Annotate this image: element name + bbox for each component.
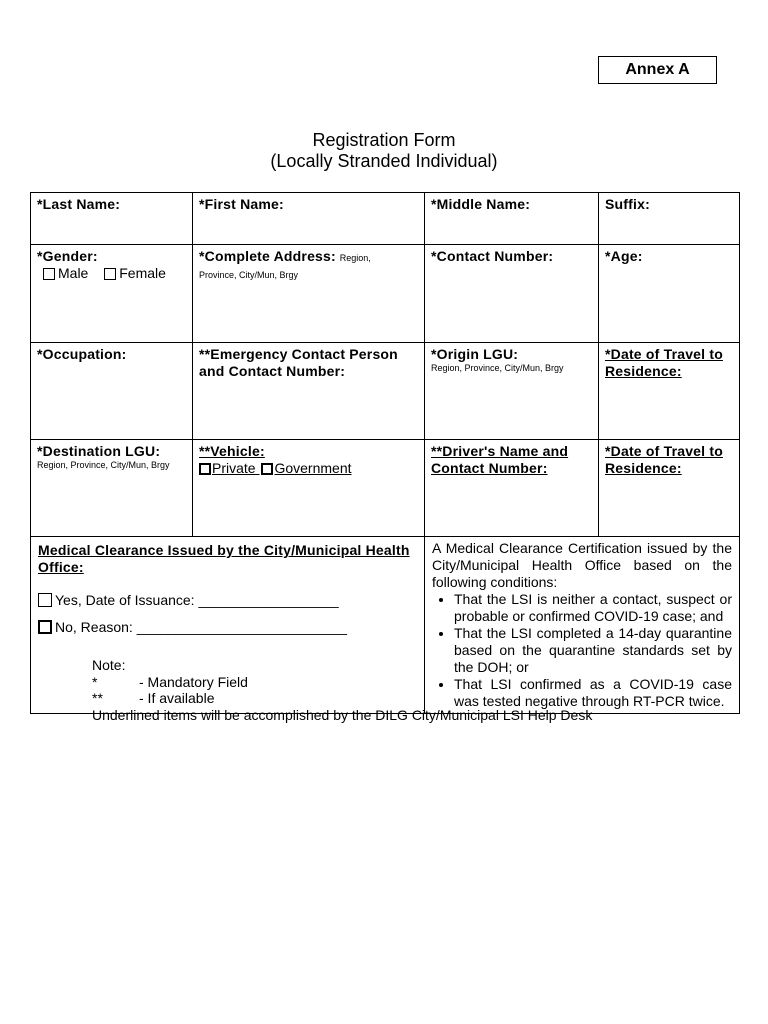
private-label: Private (212, 460, 256, 476)
no-checkbox[interactable] (38, 620, 52, 634)
origin-lgu-label: *Origin LGU: (431, 346, 519, 362)
government-label: Government (274, 460, 352, 476)
travel-date-field-1[interactable] (599, 343, 740, 440)
annex-label: Annex A (598, 56, 717, 84)
form-row-origin (31, 343, 740, 440)
registration-form-table (30, 192, 740, 714)
middle-name-label: *Middle Name: (431, 196, 531, 212)
origin-lgu-hint: Region, Province, City/Mun, Brgy (431, 363, 564, 373)
notes-heading: Note: (92, 657, 126, 673)
address-label: *Complete Address: (199, 248, 336, 264)
condition-item: • That the LSI is neither a contact, suspect or probable or confirmed COVID-19 case; and (454, 591, 732, 625)
yes-label: Yes, Date of Issuance: __________________ (55, 592, 339, 608)
middle-name-field[interactable] (425, 193, 599, 245)
first-name-label: *First Name: (199, 196, 284, 212)
destination-lgu-hint: Region, Province, City/Mun, Brgy (37, 460, 170, 470)
contact-number-label: *Contact Number: (431, 248, 554, 264)
suffix-field[interactable] (599, 193, 740, 245)
gender-label: *Gender: (37, 248, 98, 264)
medical-description: A Medical Clearance Certification issued by the City/Municipal Health Office based on the following conditions: (432, 540, 732, 590)
gender-field (31, 245, 193, 343)
male-checkbox[interactable] (43, 268, 55, 280)
destination-lgu-label: *Destination LGU: (37, 443, 161, 459)
emergency-contact-field[interactable] (193, 343, 425, 440)
male-label: Male (58, 265, 89, 281)
form-row-personal (31, 245, 740, 343)
vehicle-field (193, 440, 425, 537)
underlined-note: Underlined items will be accomplished by the DILG City/Municipal LSI Help Desk (92, 706, 593, 723)
notes-section (92, 657, 592, 723)
contact-number-field[interactable] (425, 245, 599, 343)
mandatory-note: - Mandatory Field (139, 673, 248, 690)
age-label: *Age: (605, 248, 643, 264)
origin-lgu-field[interactable] (425, 343, 599, 440)
address-hint-rest: Province, City/Mun, Brgy (199, 270, 299, 280)
travel-date-field-2[interactable] (599, 440, 740, 537)
destination-lgu-field[interactable] (31, 440, 193, 537)
form-row-names (31, 193, 740, 245)
no-label: No, Reason: ___________________________ (55, 619, 347, 635)
available-note: - If available (139, 690, 215, 706)
last-name-field[interactable] (31, 193, 193, 245)
last-name-label: *Last Name: (37, 196, 121, 212)
driver-label: **Driver's Name and Contact Number: (431, 443, 569, 476)
yes-checkbox[interactable] (38, 593, 52, 607)
driver-field[interactable] (425, 440, 599, 537)
address-field[interactable] (193, 245, 425, 343)
vehicle-label: **Vehicle: (199, 443, 265, 459)
title-line-2: (Locally Stranded Individual) (270, 151, 498, 171)
government-checkbox[interactable] (261, 463, 273, 475)
page-title (0, 130, 768, 172)
form-row-destination (31, 440, 740, 537)
occupation-label: *Occupation: (37, 346, 127, 362)
travel-date-label-2: *Date of Travel to Residence: (605, 443, 723, 476)
title-line-1: Registration Form (312, 130, 456, 150)
mandatory-symbol: * (92, 673, 98, 690)
address-hint-region: Region, (339, 253, 371, 263)
condition-item: • That the LSI completed a 14-day quarantine based on the quarantine standards set by the DOH; or (454, 625, 732, 676)
occupation-field[interactable] (31, 343, 193, 440)
female-label: Female (119, 265, 166, 281)
suffix-label: Suffix: (605, 196, 650, 212)
first-name-field[interactable] (193, 193, 425, 245)
medical-heading: Medical Clearance Issued by the City/Municipal Health Office: (38, 542, 410, 575)
travel-date-label-1: *Date of Travel to Residence: (605, 346, 723, 379)
female-checkbox[interactable] (104, 268, 116, 280)
age-field[interactable] (599, 245, 740, 343)
private-checkbox[interactable] (199, 463, 211, 475)
emergency-contact-label: **Emergency Contact Person and Contact Number: (199, 346, 398, 379)
condition-item: • That LSI confirmed as a COVID-19 case was tested negative through RT-PCR twice. (454, 676, 732, 710)
available-symbol: ** (92, 690, 103, 706)
